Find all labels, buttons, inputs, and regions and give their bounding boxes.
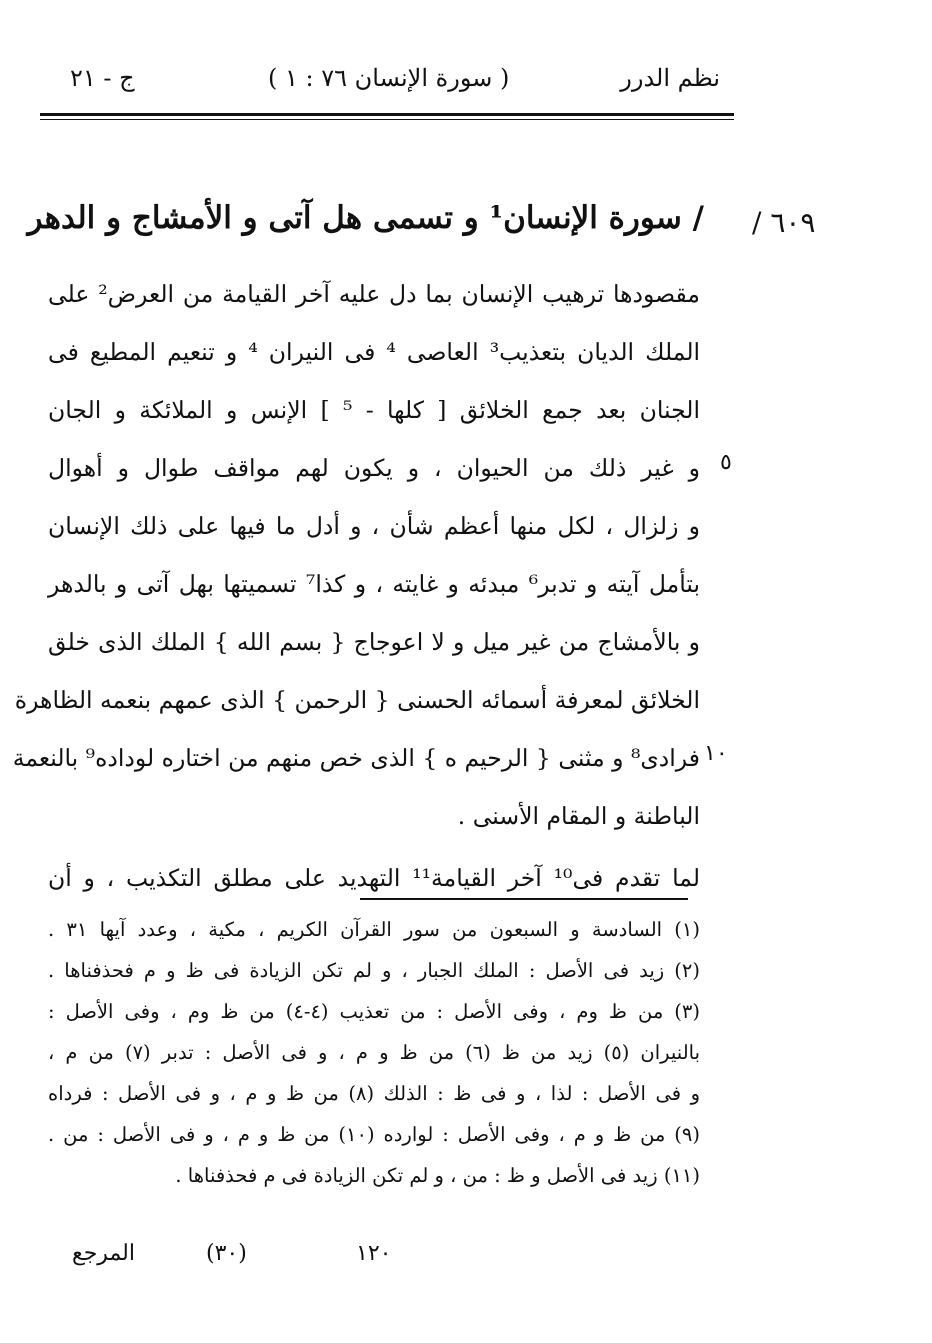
body-line: بتأمل آيته و تدبر⁶ مبدئه و غايته ، و كذا⁷ تسميتها بهل آتى و بالدهر — [48, 570, 700, 598]
line-number-10: ١٠ — [704, 741, 728, 766]
footer-reference: (٣٠) — [206, 1241, 247, 1266]
body-line: و زلزال ، لكل منها أعظم شأن ، و أدل ما فيها على ذلك الإنسان — [48, 512, 700, 540]
footnote-11: (١١) زيد فى الأصل و ظ : من ، و لم تكن الزيادة فى م فحذفناها . — [175, 1164, 700, 1187]
running-header-volume: ج - ٢١ — [70, 64, 135, 92]
surah-title: / سورة الإنسان¹ و تسمى هل آتى و الأمشاج و الدهر — [27, 200, 704, 236]
header-rule-thick — [40, 113, 734, 116]
running-header-book-title: نظم الدرر — [620, 64, 720, 92]
footer-page-number: ١٢٠ — [356, 1241, 392, 1266]
body-line: الباطنة و المقام الأسنى . — [457, 802, 700, 830]
body-line: و بالأمشاج من غير ميل و لا اعوجاج { بسم الله } الملك الذى خلق — [48, 628, 700, 656]
header-rule-thin — [40, 119, 734, 120]
footnotes — [48, 909, 700, 1196]
body-line-next-section: لما تقدم فى¹⁰ آخر القيامة¹¹ التهديد على مطلق التكذيب ، و أن — [48, 864, 700, 892]
body-line: الخلائق لمعرفة أسمائه الحسنى { الرحمن } الذى عمهم بنعمه الظاهرة — [14, 686, 700, 714]
footnote-2: (٢) زيد فى الأصل : الملك الجبار ، و لم تكن الزيادة فى ظ و م فحذفناها . — [48, 959, 700, 982]
footnote-separator — [360, 898, 688, 900]
margin-page-reference: / ٦٠٩ — [752, 206, 816, 239]
body-text — [12, 265, 701, 907]
running-header-surah-ref: ( سورة الإنسان ٧٦ : ١ ) — [268, 64, 510, 92]
footer-source: المرجع — [72, 1241, 135, 1266]
footnote-5-7: بالنيران (٥) زيد من ظ (٦) من ظ و م ، و فى الأصل : تدبر (٧) من م ، — [48, 1041, 701, 1064]
line-number-5: ٥ — [720, 450, 732, 475]
footnote-8: و فى الأصل : لذا ، و فى ظ : الذلك (٨) من ظ و م ، و فى الأصل : فرداه — [48, 1082, 701, 1105]
footnote-3-4: (٣) من ظ وم ، وفى الأصل : من تعذيب (٤-٤) من ظ وم ، وفى الأصل : — [48, 1000, 700, 1023]
body-line: الجنان بعد جمع الخلائق [ كلها - ⁵ ] الإنس و الملائكة و الجان — [48, 396, 700, 424]
footnote-9-10: (٩) من ظ و م ، وفى الأصل : لوارده (١٠) من ظ و م ، و فى الأصل : من . — [48, 1123, 700, 1146]
body-line: مقصودها ترهيب الإنسان بما دل عليه آخر القيامة من العرض² على — [48, 280, 701, 308]
body-line: فرادى⁸ و مثنى { الرحيم ه } الذى خص منهم من اختاره لوداده⁹ بالنعمة — [12, 744, 700, 772]
body-line: الملك الديان بتعذيب³ العاصى ⁴ فى النيران ⁴ و تنعيم المطيع فى — [48, 338, 701, 366]
body-line: و غير ذلك من الحيوان ، و يكون لهم مواقف طوال و أهوال — [48, 454, 700, 482]
footnote-1: (١) السادسة و السبعون من سور القرآن الكريم ، مكية ، وعدد آيها ٣١ . — [48, 918, 700, 941]
